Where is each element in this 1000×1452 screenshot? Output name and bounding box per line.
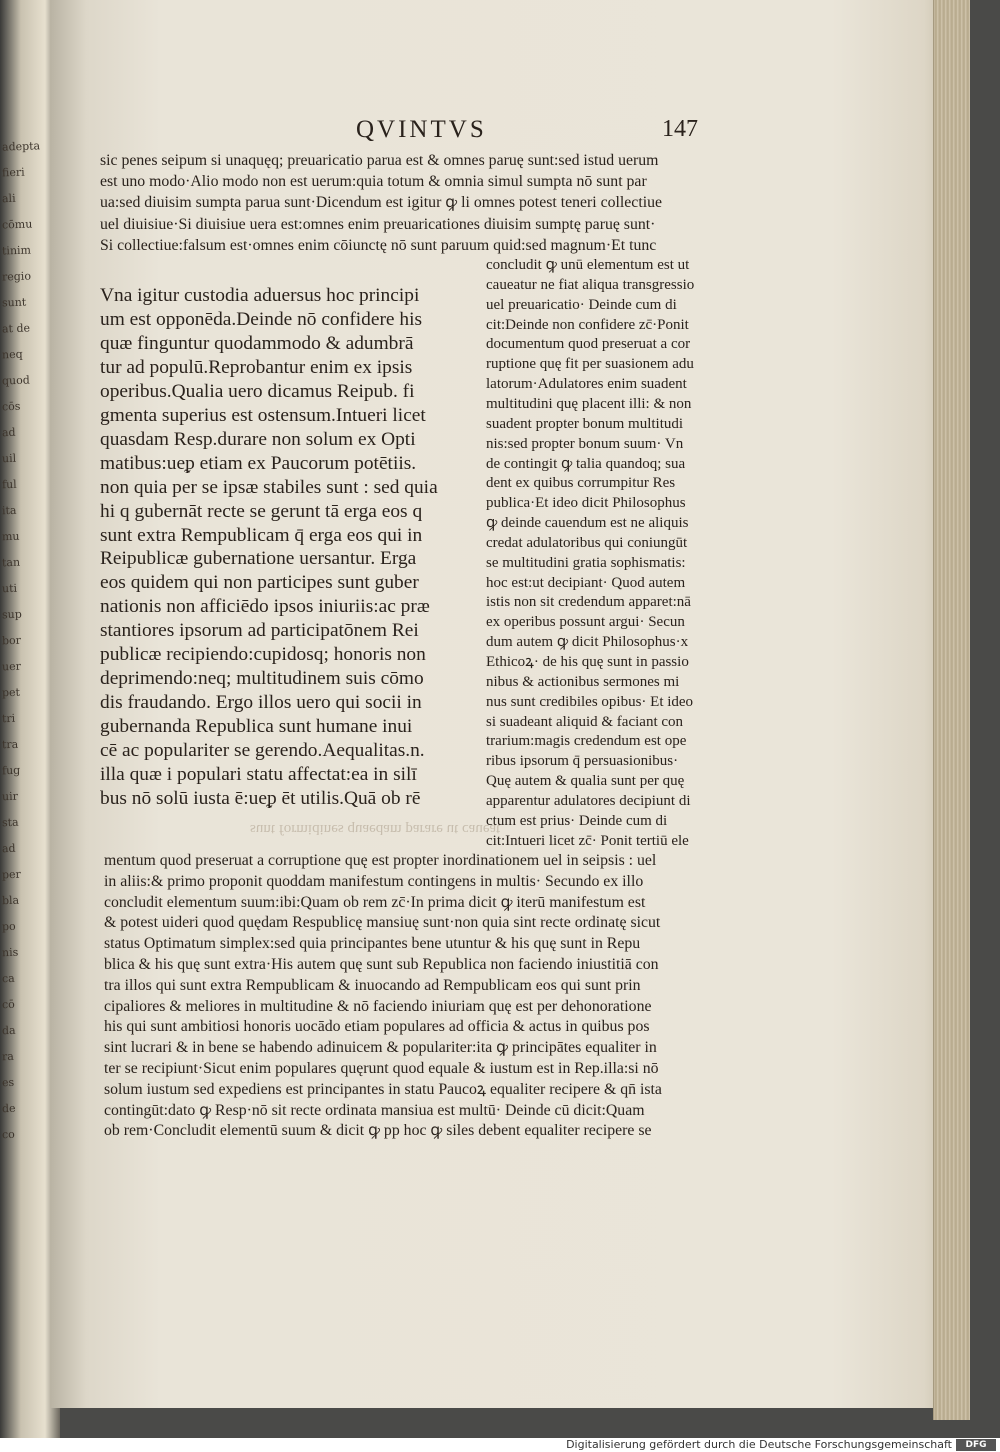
main-text-line: quæ finguntur quodammodo & adumbrā [100, 332, 414, 354]
commentary-right-line: hoc est:ut decipiant· Quod autem [486, 574, 686, 591]
commentary-right-line: nis:sed propter bonum suum· Vn [486, 435, 684, 452]
main-text-line: gubernanda Republica sunt humane inui [100, 716, 413, 738]
commentary-bottom-line: his qui sunt ambitiosi honoris uocādo etiam populares ad officia & actus in quibus pos [104, 1018, 650, 1036]
commentary-right-line: uel preuaricatio· Deinde cum di [486, 296, 677, 313]
facing-page-fragment: es [1, 1075, 15, 1090]
main-text-line: sunt extra Rempublicam q̄ erga eos qui in [100, 524, 423, 546]
facing-page-fragment: co [1, 1127, 16, 1142]
facing-page-fragment: at de [1, 321, 31, 336]
facing-page-fragment: cōs [1, 399, 21, 414]
main-text-line: um est opponēda.Deinde nō confidere his [100, 308, 423, 330]
commentary-right-line: de contingit ꝙ talia quandoq; sua [486, 455, 686, 472]
main-text-line: nationis non afficiēdo ipsos iniuriis:ac præ [100, 596, 430, 618]
facing-page-fragment: ra [1, 1049, 15, 1064]
commentary-bottom-line: blica & his quę sunt extra·His autem quę sunt sub Republica non faciendo iniustitiā con [104, 956, 659, 973]
facing-page-fragment: pet [1, 685, 21, 700]
main-text-line: matibus:ueᵱ etiam ex Paucorum potētiis. [100, 452, 417, 474]
facing-page-fragment: ali [1, 191, 16, 206]
facing-page-fragment: tri [1, 711, 16, 726]
main-text-line: Vna igitur custodia aduersus hoc principi [100, 285, 420, 306]
commentary-right-line: ribus ipsorum q̄ persuasionibus· [486, 753, 679, 770]
facing-page-fragment: regio [1, 269, 32, 284]
commentary-bottom-line: & potest uideri quod quędam Respublicę mansiuę sunt·non quia sint recte ordinatę sicut [104, 914, 661, 932]
commentary-right-line: concludit ꝙ unū elementum est ut [486, 257, 690, 273]
commentary-right-line: latorum·Adulatores enim suadent [486, 376, 687, 393]
facing-page-fragment: sup [1, 607, 23, 622]
commentary-bottom-line: contingūt:dato ꝙ Resp·nō sit recte ordinata mansiua est multū· Deinde cū dicit:Quam [104, 1101, 645, 1119]
commentary-line: est uno modo·Alio modo non est uerum:quia totum & omnia simul sumpta nō sunt par [100, 173, 647, 191]
facing-page-fragment: quod [1, 373, 31, 388]
commentary-right-line: ꝙ deinde cauendum est ne aliquis [486, 515, 689, 532]
facing-page-fragment: po [1, 919, 16, 934]
facing-page-fragment: mu [1, 529, 20, 544]
main-text-line: eos quidem qui non participes sunt guber [100, 572, 419, 594]
facing-page-fragment: bla [1, 893, 20, 908]
commentary-bottom-line: solum iustum sed expediens est principantes in statu Paucoꝝ equaliter recipere & qn̄ ista [104, 1080, 662, 1098]
commentary-line: ua:sed diuisim sumpta parua sunt·Dicendum est igitur ꝙ li omnes potest teneri collectiue [100, 194, 663, 212]
commentary-right-line: ctum est prius· Deinde cum di [486, 812, 668, 829]
main-text-line: tur ad populū.Reprobantur enim ex ipsis [100, 356, 413, 378]
commentary-right-line: suadent propter bonum multitudi [486, 415, 684, 432]
main-text-line: publicæ recipiendo:cupidosq; honoris non [100, 644, 426, 666]
running-head: QVINTVS [356, 116, 487, 143]
commentary-right-line: cit:Deinde non confidere zc̄·Ponit [486, 316, 689, 333]
facing-page-fragment: tan [1, 555, 21, 570]
main-text-line: deprimendo:neq; multitudinem suis cōmo [100, 668, 424, 690]
commentary-line: sic penes seipum si unaquęq; preuaricatio parua est & omnes paruę sunt:sed istud uerum [100, 152, 659, 169]
commentary-right-line: apparentur adulatores decipiunt di [486, 792, 691, 809]
bleed-through-text: sunt formidines quaedam parare ut caueat [250, 821, 501, 837]
dfg-logo-text: DFG [965, 1440, 987, 1450]
main-text-line: illa quæ i populari statu affectat:ea in silī [100, 764, 417, 785]
commentary-bottom-line: in aliis:& primo proponit quoddam manifestum contingens in multis· Secundo ex illo [104, 872, 644, 890]
commentary-bottom-line: mentum quod preseruat a corruptione quę est propter inordinationem uel in seipsis : uel [104, 852, 657, 869]
facing-page-fragment: da [1, 1023, 16, 1038]
facing-page-fragment: ad [1, 841, 16, 856]
commentary-right-line: trarium:magis credendum est ope [486, 733, 687, 750]
facing-page-fragment: uer [1, 659, 22, 674]
commentary-right-line: nibus & actionibus sermones mi [486, 673, 680, 690]
main-text-line: Reipublicæ gubernatione uersantur. Erga [100, 548, 417, 570]
commentary-right-line: nus sunt credibiles opibus· Et ideo [486, 693, 694, 710]
dfg-logo [956, 1439, 996, 1451]
facing-page-fragment: ita [1, 503, 17, 518]
facing-page-fragment: nis [1, 945, 19, 960]
commentary-bottom-line: cipaliores & meliores in multitudine & nō faciendo iniuriam quę est per dehonoratione [104, 997, 652, 1015]
main-text-line: stantiores ipsorum ad participatōnem Rei [100, 620, 419, 642]
facing-page-fragment: per [1, 867, 22, 882]
facing-page-fragment: uti [1, 581, 18, 596]
main-text-line: non quia per se ipsæ stabiles sunt : sed quia [100, 476, 438, 498]
commentary-right-line: caueatur ne fiat aliqua transgressio [486, 276, 695, 293]
commentary-right-line: cit:Intueri licet zc̄· Ponit tertiū ele [486, 832, 689, 849]
facing-page-fragment: de [1, 1101, 16, 1116]
commentary-right-line: ruptione quę fit per suasionem adu [486, 356, 694, 373]
commentary-bottom-line: ter se recipiunt·Sicut enim populares quęrunt quod equale & iustum est in Rep.illa:si nō [104, 1060, 659, 1077]
facing-page-fragment: fieri [1, 165, 25, 180]
facing-page-fragment: sta [1, 815, 19, 830]
commentary-bottom-line: sint lucrari & in bene se habendo adinuicem & populariter:ita ꝙ principātes equaliter in [104, 1039, 657, 1057]
facing-page-fragment: adepta [1, 139, 41, 154]
facing-page-fragment: neq [1, 347, 23, 362]
commentary-bottom-line: tra illos qui sunt extra Rempublicam & inuocando ad Rempublicam eos qui sunt prin [104, 976, 641, 994]
folio-number: 147 [662, 116, 698, 142]
facing-page-fragment: bor [1, 633, 22, 648]
main-text-line: dis fraudando. Ergo illos uero qui socii in [100, 692, 422, 714]
commentary-right-line: dent ex quibus corrumpitur Res [486, 475, 676, 492]
page-block-edge [933, 0, 970, 1420]
commentary-right-line: publica·Et ideo dicit Philosophus [486, 495, 686, 512]
commentary-line: uel diuisiue·Si diuisiue uera est:omnes enim preuaricationes diuisim sumptę paruę sunt· [100, 215, 656, 233]
facing-page-fragment: fug [1, 763, 21, 778]
footer-credit: Digitalisierung gefördert durch die Deutsche Forschungsgemeinschaft [566, 1438, 952, 1451]
commentary-right-line: istis non sit credendum apparet:nā [486, 594, 691, 611]
commentary-bottom-line: ob rem·Concludit elementū suum & dicit ꝙ pp hoc ꝙ siles debent equaliter recipere se [104, 1122, 652, 1140]
main-text-line: cē ac populariter se gerendo.Aequalitas.n. [100, 740, 425, 762]
commentary-right-line: si suadeant aliquid & faciant con [486, 713, 684, 730]
commentary-right-line: se multitudini gratia sophismatis: [486, 554, 686, 571]
main-text-line: quasdam Resp.durare non solum ex Opti [100, 428, 416, 450]
main-text-line: operibus.Qualia uero dicamus Reipub. fi [100, 380, 415, 402]
commentary-right-line: dum autem ꝙ dicit Philosophus·x [486, 634, 689, 651]
facing-page-fragment: cō [1, 997, 16, 1012]
commentary-right-line: Ethicoꝝ· de his quę sunt in passio [486, 654, 689, 670]
facing-page-fragment: ful [1, 477, 17, 492]
facing-page-fragment: ad [1, 425, 16, 440]
facing-page-fragment: tra [1, 737, 19, 752]
facing-page-fragment: ca [1, 971, 15, 986]
facing-page-fragment: uil [1, 451, 17, 466]
commentary-right-line: Quę autem & qualia sunt per quę [486, 773, 685, 790]
main-text-line: hi q gubernāt recte se gerunt tā erga eos q [100, 500, 423, 522]
main-text-line: bus nō solū iusta ē:ueᵱ ēt utilis.Quā ob rē [100, 787, 421, 809]
commentary-line: Si collectiue:falsum est·omnes enim cōiunctę nō sunt paruum quid:sed magnum·Et tunc [100, 236, 657, 254]
commentary-bottom-line: concludit elementum suum:ibi:Quam ob rem zc̄·In prima dicit ꝙ iterū manifestum est [104, 893, 646, 911]
facing-page-fragment: cōmu [1, 217, 33, 232]
facing-page-fragment: sunt [1, 295, 27, 310]
commentary-bottom-line: status Optimatum simplex:sed quia principantes bene utuntur & his quę sunt in Repu [104, 935, 641, 953]
facing-page-fragment: tinim [1, 243, 32, 258]
commentary-right-line: credat adulatoribus qui coniungūt [486, 534, 688, 551]
facing-page-fragment: uir [1, 789, 19, 804]
commentary-right-line: multitudini quę placent illi: & non [486, 395, 692, 412]
commentary-right-line: ex operibus possunt argui· Secun [486, 614, 685, 631]
commentary-right-line: documentum quod preseruat a cor [486, 336, 691, 353]
main-text-line: gmenta superius est ostensum.Intueri licet [100, 404, 426, 426]
